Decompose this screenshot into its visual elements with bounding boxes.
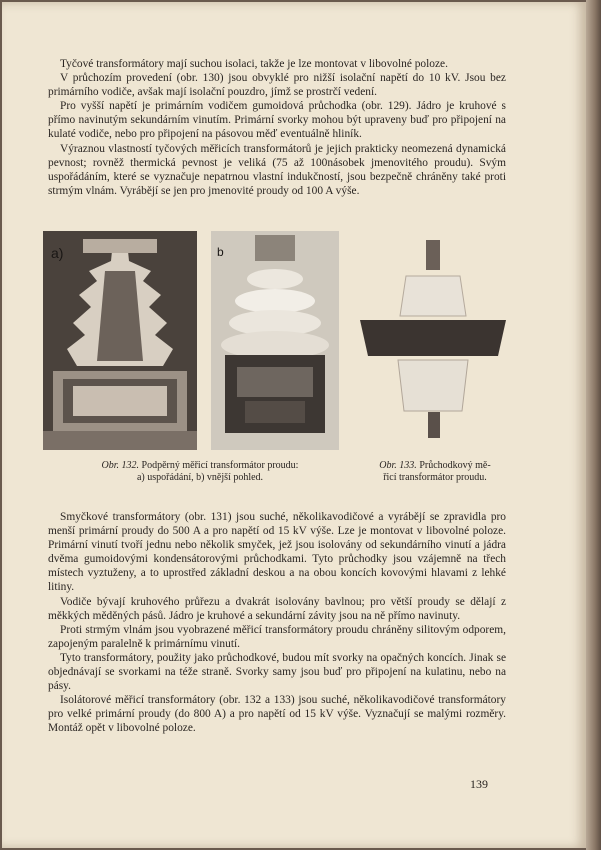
figure-132b xyxy=(211,231,339,450)
figure-133 xyxy=(358,236,508,446)
figure-133-photo xyxy=(358,236,508,446)
caption-133 xyxy=(360,460,510,484)
caption-132-text: Podpěrný měřicí transformátor proudu: xyxy=(141,460,299,471)
paragraph: Vodiče bývají kruhového průřezu a dvakrát isolovány bavlnou; pro větší proudy se dělají z měkkých měděných pásů. Jádro je kruhové a sekundární závity jsou na ně přímo navinuty. xyxy=(48,595,506,622)
figure-label-a: a) xyxy=(51,245,64,261)
caption-132 xyxy=(66,460,334,484)
caption-132-line-2: a) uspořádání, b) vnější pohled. xyxy=(136,472,264,483)
caption-132-line-1 xyxy=(66,460,334,472)
figure-132b-photo xyxy=(211,231,339,450)
paragraph: Pro vyšší napětí je primárním vodičem gumoidová průchodka (obr. 129). Jádro je kruhové s přímo navinutým sekundárním vinutím. Primární svorky mohou být upraveny buď pro připojení na kulaté vodiče, nebo pro připojení na pásovou měď eventuálně hliník. xyxy=(48,100,506,141)
top-text-block xyxy=(48,57,506,198)
caption-133-line-1 xyxy=(360,460,510,472)
page-number: 139 xyxy=(470,777,488,791)
caption-133-text: Průchodkový mě- xyxy=(419,460,491,471)
bottom-text-block xyxy=(48,510,506,736)
paragraph: Proti strmým vlnám jsou vyobrazené měřicí transformátory proudu chráněny silitovým odporem, zapojeným paralelně k primárnímu vinutí. xyxy=(48,623,506,650)
caption-133-line-2: řicí transformátor proudu. xyxy=(383,472,487,483)
page-edge xyxy=(586,0,601,850)
figure-132a-drawing xyxy=(43,231,197,450)
caption-132-number: Obr. 132. xyxy=(101,460,140,471)
paragraph: Výraznou vlastností tyčových měřicích transformátorů je jejich prakticky neomezená dynamická pevnost; rovněž thermická pevnost je veliká (75 až 100násobek jmenovitého proudu). Svým uspořádáním, které se vyznačuje nepatrnou vlastní indukčností, jsou bezpečně chráněny také proti strmým vlnám. Vyrábějí se jen pro jmenovité proudy od 100 A výše. xyxy=(48,142,506,197)
paragraph: V průchozím provedení (obr. 130) jsou obvyklé pro nižší isolační napětí do 10 kV. Jsou bez primárního vodiče, avšak mají isolační pouzdro, jímž se prostrčí vedení. xyxy=(48,72,506,99)
caption-133-number: Obr. 133. xyxy=(379,460,417,471)
paragraph: Smyčkové transformátory (obr. 131) jsou suché, několikavodičové a vyrábějí se zpravidla pro menší primární proudy do 500 A a pro napětí od 15 kV výše. Lze je montovat v libovolné poloze. Primární vinutí tvoří jednu nebo několik smyček, jež jsou isolovány od sekundárního vinutí a jádra dvěma gumoidovými kondensátorovými průchodkami. Tyto průchodky jsou vzájemně na třech místech vyztuženy, a to uprostřed základní deskou a na obou koncích kovovými hlavami z lehké litiny. xyxy=(48,511,506,594)
paragraph: Isolátorové měřicí transformátory (obr. 132 a 133) jsou suché, několikavodičové transformátory pro velké primární proudy (do 800 A) a pro napětí od 15 kV výše. Vyznačují se malými rozměry. Montáž opět v libovolné poloze. xyxy=(48,694,506,735)
figure-label-b: b xyxy=(217,245,224,259)
paragraph: Tyčové transformátory mají suchou isolaci, takže je lze montovat v libovolné poloze. xyxy=(60,58,448,70)
figure-132a xyxy=(43,231,197,450)
paragraph: Tyto transformátory, použity jako průchodkové, budou mít svorky na opačných koncích. Jinak se objednávají se svorkami na téže straně. Svorky samy jsou buď pro připojení na kulatinu, nebo na pásy. xyxy=(48,651,506,693)
